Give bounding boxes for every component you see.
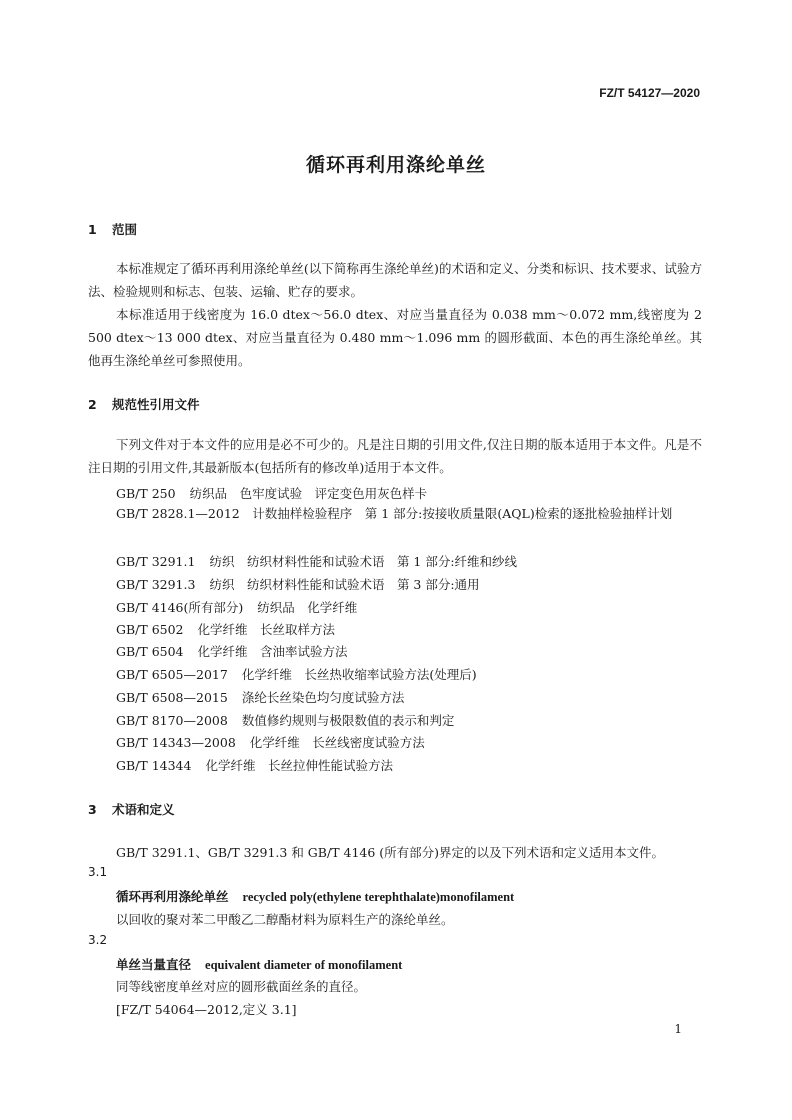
- reference-code: GB/T 2828.1—2012: [116, 506, 240, 521]
- reference-item: [116, 642, 348, 660]
- page-number: 1: [674, 1022, 682, 1036]
- reference-title: 化学纤维 长丝线密度试验方法: [249, 735, 425, 750]
- reference-code: GB/T 3291.1: [116, 554, 196, 569]
- reference-title: 化学纤维 长丝取样方法: [197, 622, 336, 637]
- reference-title: 化学纤维 含油率试验方法: [197, 644, 348, 659]
- reference-item: [88, 502, 702, 525]
- scope-paragraph-2: 本标准适用于线密度为 16.0 dtex～56.0 dtex、对应当量直径为 0.038 mm～0.072 mm,线密度为 2 500 dtex～13 000 dtex、对应当量直径为 0.480 mm～1.096 mm 的圆形截面、本色的再生涤纶单丝。其他再生涤纶单丝可参照使用。: [88, 307, 702, 368]
- reference-title: 纺织品 色牢度试验 评定变色用灰色样卡: [189, 486, 428, 501]
- section-1-heading: [88, 220, 137, 238]
- document-title: 循环再利用涤纶单丝: [305, 154, 486, 176]
- term-zh: 单丝当量直径: [116, 957, 192, 972]
- section-title: 范围: [112, 222, 138, 237]
- section-title: 术语和定义: [112, 802, 175, 817]
- reference-code: GB/T 14343—2008: [116, 735, 236, 750]
- term-en: recycled poly(ethylene terephthalate)monofilament: [242, 890, 515, 904]
- reference-item: [116, 575, 480, 593]
- reference-item: [116, 552, 517, 570]
- section-2-heading: [88, 395, 200, 413]
- reference-code: GB/T 6502: [116, 622, 184, 637]
- term-en: equivalent diameter of monofilament: [205, 958, 403, 972]
- term-zh: 循环再利用涤纶单丝: [116, 889, 229, 904]
- reference-title: 计数抽样检验程序 第 1 部分:按接收质量限(AQL)检索的逐批检验抽样计划: [252, 506, 673, 521]
- reference-code: GB/T 6508—2015: [116, 690, 228, 705]
- section-3-heading: [88, 800, 175, 818]
- reference-code: GB/T 6504: [116, 644, 184, 659]
- reference-code: GB/T 6505—2017: [116, 667, 228, 682]
- reference-title: 涤纶长丝染色均匀度试验方法: [241, 690, 405, 705]
- reference-item: [116, 484, 427, 502]
- reference-title: 数值修约规则与极限数值的表示和判定: [241, 713, 455, 728]
- reference-item: [116, 620, 335, 638]
- reference-item: [116, 688, 404, 706]
- reference-item: [116, 598, 357, 616]
- reference-title: 化学纤维 长丝热收缩率试验方法(处理后): [241, 667, 477, 682]
- term-source: [FZ/T 54064—2012,定义 3.1]: [116, 1002, 297, 1017]
- reference-title: 纺织品 化学纤维: [257, 600, 358, 615]
- standard-code: FZ/T 54127—2020: [599, 86, 700, 100]
- reference-item: [116, 756, 393, 774]
- reference-item: [116, 733, 425, 751]
- reference-code: GB/T 3291.3: [116, 577, 196, 592]
- terms-intro: GB/T 3291.1、GB/T 3291.3 和 GB/T 4146 (所有部分)界定的以及下列术语和定义适用本文件。: [116, 845, 665, 860]
- reference-code: GB/T 250: [116, 486, 176, 501]
- term-definition: 同等线密度单丝对应的圆形截面丝条的直径。: [116, 979, 367, 994]
- section-title: 规范性引用文件: [112, 397, 200, 412]
- term-number: 3.2: [88, 933, 108, 947]
- term-entry: [116, 887, 514, 905]
- section-number: 1: [88, 222, 97, 237]
- reference-title: 纺织 纺织材料性能和试验术语 第 1 部分:纤维和纱线: [209, 554, 518, 569]
- normative-refs-intro: 下列文件对于本文件的应用是必不可少的。凡是注日期的引用文件,仅注日期的版本适用于本文件。凡是不注日期的引用文件,其最新版本(包括所有的修改单)适用于本文件。: [88, 437, 702, 475]
- term-definition: 以回收的聚对苯二甲酸乙二醇酯材料为原料生产的涤纶单丝。: [116, 912, 454, 927]
- section-number: 2: [88, 397, 97, 412]
- reference-code: GB/T 4146(所有部分): [116, 600, 244, 615]
- reference-code: GB/T 14344: [116, 758, 192, 773]
- term-number: 3.1: [88, 865, 108, 879]
- term-entry: [116, 955, 402, 973]
- reference-item: [116, 711, 454, 729]
- reference-title: 化学纤维 长丝拉伸性能试验方法: [205, 758, 393, 773]
- section-number: 3: [88, 802, 97, 817]
- scope-paragraph-1: 本标准规定了循环再利用涤纶单丝(以下简称再生涤纶单丝)的术语和定义、分类和标识、技术要求、试验方法、检验规则和标志、包装、运输、贮存的要求。: [88, 261, 702, 299]
- reference-item: [116, 665, 477, 683]
- reference-code: GB/T 8170—2008: [116, 713, 228, 728]
- reference-title: 纺织 纺织材料性能和试验术语 第 3 部分:通用: [209, 577, 480, 592]
